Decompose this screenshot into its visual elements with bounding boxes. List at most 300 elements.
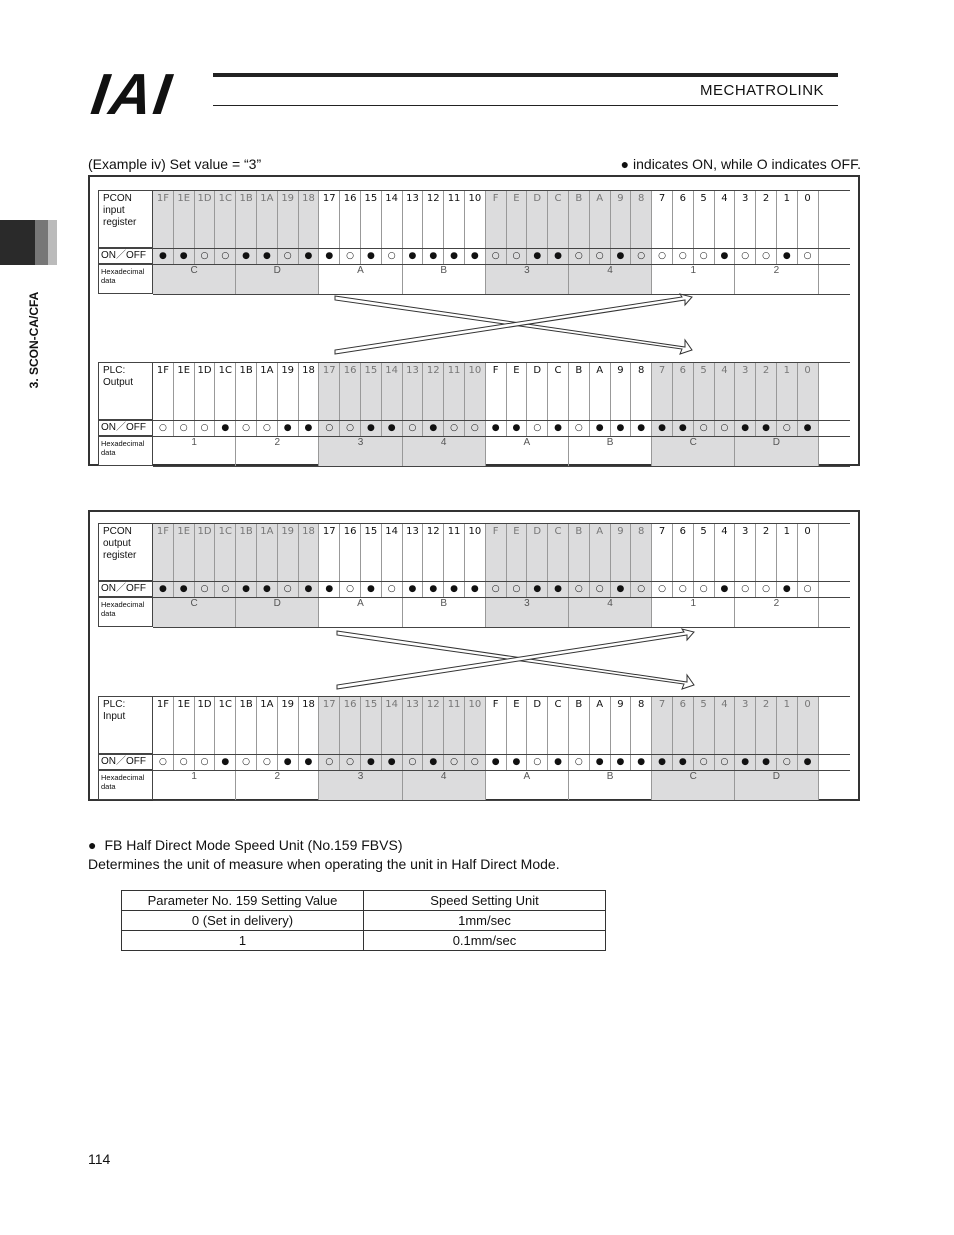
on-indicator: ● <box>236 581 257 597</box>
bit-number: 0 <box>798 362 819 420</box>
bit-number: 19 <box>278 190 299 248</box>
swap-arrows-1 <box>330 292 695 358</box>
bit-number: F <box>486 362 507 420</box>
bit-number: 5 <box>694 190 715 248</box>
bit-number: 13 <box>403 362 424 420</box>
header-rule-thick <box>213 73 838 77</box>
on-indicator: ● <box>507 420 528 436</box>
bit-number: B <box>569 696 590 754</box>
on-indicator: ● <box>444 248 465 264</box>
bit-number: 4 <box>715 696 736 754</box>
hex-value: 2 <box>236 770 319 800</box>
off-indicator: ○ <box>382 581 403 597</box>
bit-number: 17 <box>319 523 340 581</box>
off-indicator: ○ <box>195 581 216 597</box>
onoff-row <box>153 248 819 264</box>
on-indicator: ● <box>236 248 257 264</box>
hex-value: B <box>569 770 652 800</box>
off-indicator: ○ <box>569 754 590 770</box>
bit-number: 18 <box>299 190 320 248</box>
off-indicator: ○ <box>382 248 403 264</box>
table-cell: 1 <box>122 931 364 951</box>
bit-number: 6 <box>673 523 694 581</box>
bit-number: C <box>548 362 569 420</box>
hex-value: 1 <box>652 597 735 627</box>
hex-value: D <box>236 264 319 294</box>
off-indicator: ○ <box>631 248 652 264</box>
hex-value: 2 <box>735 264 818 294</box>
onoff-row <box>153 420 819 436</box>
off-indicator: ○ <box>403 754 424 770</box>
off-indicator: ○ <box>798 248 819 264</box>
bit-number: 10 <box>465 696 486 754</box>
off-indicator: ○ <box>236 754 257 770</box>
bit-number: 1F <box>153 696 174 754</box>
bit-number: 1C <box>215 523 236 581</box>
grid-line <box>153 597 850 598</box>
off-indicator: ○ <box>694 754 715 770</box>
bit-number: 11 <box>444 190 465 248</box>
hex-value: 4 <box>569 597 652 627</box>
off-indicator: ○ <box>507 248 528 264</box>
bit-number: 10 <box>465 190 486 248</box>
off-indicator: ○ <box>340 581 361 597</box>
grid-line <box>153 466 850 467</box>
bit-number: 7 <box>652 696 673 754</box>
off-indicator: ○ <box>569 420 590 436</box>
on-indicator: ● <box>527 581 548 597</box>
hex-value: 1 <box>153 436 236 466</box>
bit-number: 5 <box>694 362 715 420</box>
on-indicator: ● <box>215 420 236 436</box>
bit-number: D <box>527 696 548 754</box>
off-indicator: ○ <box>756 581 777 597</box>
off-indicator: ○ <box>403 420 424 436</box>
on-indicator: ● <box>527 248 548 264</box>
on-indicator: ● <box>798 420 819 436</box>
bit-number: 8 <box>631 190 652 248</box>
on-indicator: ● <box>777 581 798 597</box>
onoff-row <box>153 754 819 770</box>
bit-number: 1 <box>777 190 798 248</box>
on-indicator: ● <box>403 581 424 597</box>
on-indicator: ● <box>631 754 652 770</box>
grid-line <box>153 436 850 437</box>
bit-number: 1B <box>236 696 257 754</box>
off-indicator: ○ <box>569 248 590 264</box>
bit-number: 1D <box>195 696 216 754</box>
on-indicator: ● <box>423 754 444 770</box>
off-indicator: ○ <box>715 420 736 436</box>
hex-row <box>153 597 819 627</box>
on-indicator: ● <box>153 248 174 264</box>
off-indicator: ○ <box>319 754 340 770</box>
hex-value: A <box>486 770 569 800</box>
off-indicator: ○ <box>652 248 673 264</box>
on-indicator: ● <box>382 420 403 436</box>
on-indicator: ● <box>299 248 320 264</box>
bit-number: 2 <box>756 190 777 248</box>
grid-line <box>153 696 850 697</box>
hex-value: 3 <box>319 436 402 466</box>
grid-line <box>153 523 850 524</box>
bit-number: 14 <box>382 190 403 248</box>
hex-label: Hexadecimal data <box>98 770 153 800</box>
bit-number: 12 <box>423 190 444 248</box>
on-indicator: ● <box>423 248 444 264</box>
bit-number: 15 <box>361 190 382 248</box>
on-indicator: ● <box>548 754 569 770</box>
hex-row <box>153 770 819 800</box>
on-indicator: ● <box>715 248 736 264</box>
bit-number: B <box>569 362 590 420</box>
on-indicator: ● <box>652 754 673 770</box>
bit-number: 1E <box>174 696 195 754</box>
on-indicator: ● <box>361 581 382 597</box>
bit-number: 18 <box>299 696 320 754</box>
off-indicator: ○ <box>715 754 736 770</box>
grid-line <box>153 754 850 755</box>
off-indicator: ○ <box>465 754 486 770</box>
off-indicator: ○ <box>486 581 507 597</box>
hex-row <box>153 436 819 466</box>
on-indicator: ● <box>777 248 798 264</box>
bit-number: 2 <box>756 362 777 420</box>
table-row <box>122 931 606 951</box>
bit-number: 8 <box>631 523 652 581</box>
bit-number: A <box>590 523 611 581</box>
bit-number: 9 <box>611 362 632 420</box>
bit-number: 17 <box>319 362 340 420</box>
bit-number: 5 <box>694 696 715 754</box>
section-heading: ● FB Half Direct Mode Speed Unit (No.159 FBVS) <box>88 837 403 853</box>
hex-label: Hexadecimal data <box>98 597 153 627</box>
bit-number: 11 <box>444 696 465 754</box>
off-indicator: ○ <box>673 248 694 264</box>
onoff-label: ON／OFF <box>98 754 153 770</box>
bit-number: C <box>548 696 569 754</box>
example-caption: (Example iv) Set value = “3” <box>88 156 262 172</box>
bit-number: 6 <box>673 190 694 248</box>
bit-number: A <box>590 190 611 248</box>
page-number: 114 <box>88 1151 111 1167</box>
on-indicator: ● <box>403 248 424 264</box>
grid-line <box>153 248 850 249</box>
table-header: Speed Setting Unit <box>364 891 606 911</box>
on-indicator: ● <box>590 754 611 770</box>
hex-value: C <box>652 770 735 800</box>
bit-number: 9 <box>611 523 632 581</box>
bit-number: 16 <box>340 696 361 754</box>
on-indicator: ● <box>735 754 756 770</box>
on-indicator: ● <box>798 754 819 770</box>
bit-number: 2 <box>756 523 777 581</box>
bit-number: F <box>486 523 507 581</box>
hex-value: D <box>735 436 818 466</box>
bit-number: 1D <box>195 362 216 420</box>
bit-number: F <box>486 696 507 754</box>
hex-value: 3 <box>486 264 569 294</box>
grid-line <box>153 362 850 363</box>
off-indicator: ○ <box>569 581 590 597</box>
off-indicator: ○ <box>340 248 361 264</box>
bit-number: 7 <box>652 362 673 420</box>
off-indicator: ○ <box>444 420 465 436</box>
bit-number: 12 <box>423 362 444 420</box>
on-indicator: ● <box>548 248 569 264</box>
bit-number-row <box>153 696 819 754</box>
bit-number: 1F <box>153 362 174 420</box>
off-indicator: ○ <box>735 248 756 264</box>
grid-line <box>153 800 850 801</box>
hex-value: B <box>403 264 486 294</box>
bit-number: 1 <box>777 523 798 581</box>
off-indicator: ○ <box>527 420 548 436</box>
bit-number: 8 <box>631 362 652 420</box>
section-description: Determines the unit of measure when operating the unit in Half Direct Mode. <box>88 856 560 872</box>
bit-number: 1F <box>153 523 174 581</box>
on-indicator: ● <box>465 248 486 264</box>
on-indicator: ● <box>174 581 195 597</box>
bit-number: 1A <box>257 696 278 754</box>
on-indicator: ● <box>611 420 632 436</box>
hex-value: 2 <box>735 597 818 627</box>
bit-number: B <box>569 523 590 581</box>
chapter-tab-light <box>48 220 57 265</box>
off-indicator: ○ <box>278 248 299 264</box>
bit-number: 7 <box>652 523 673 581</box>
bit-number: 9 <box>611 190 632 248</box>
bit-number: 6 <box>673 362 694 420</box>
off-indicator: ○ <box>153 420 174 436</box>
bit-number: 19 <box>278 362 299 420</box>
bit-number: 6 <box>673 696 694 754</box>
off-indicator: ○ <box>798 581 819 597</box>
bit-number: 8 <box>631 696 652 754</box>
off-indicator: ○ <box>694 420 715 436</box>
bit-number: 5 <box>694 523 715 581</box>
bit-number: 1E <box>174 523 195 581</box>
hex-label: Hexadecimal data <box>98 264 153 294</box>
off-indicator: ○ <box>673 581 694 597</box>
bit-number: B <box>569 190 590 248</box>
bit-number: 9 <box>611 696 632 754</box>
off-indicator: ○ <box>444 754 465 770</box>
hex-value: B <box>569 436 652 466</box>
on-indicator: ● <box>673 754 694 770</box>
off-indicator: ○ <box>195 420 216 436</box>
bit-number: 13 <box>403 523 424 581</box>
off-indicator: ○ <box>735 581 756 597</box>
grid-line <box>153 770 850 771</box>
hex-value: B <box>403 597 486 627</box>
on-indicator: ● <box>319 581 340 597</box>
on-indicator: ● <box>673 420 694 436</box>
off-indicator: ○ <box>174 420 195 436</box>
off-indicator: ○ <box>590 248 611 264</box>
on-indicator: ● <box>299 420 320 436</box>
bit-number: E <box>507 362 528 420</box>
hex-value: C <box>153 264 236 294</box>
off-indicator: ○ <box>631 581 652 597</box>
chapter-label: 3. SCON-CA/CFA <box>27 291 41 389</box>
bit-number-row <box>153 362 819 420</box>
on-indicator: ● <box>423 581 444 597</box>
table-cell: 1mm/sec <box>364 911 606 931</box>
bit-number: D <box>527 190 548 248</box>
hex-row <box>153 264 819 294</box>
off-indicator: ○ <box>257 420 278 436</box>
off-indicator: ○ <box>652 581 673 597</box>
bit-number: 1C <box>215 190 236 248</box>
hex-value: 4 <box>403 436 486 466</box>
off-indicator: ○ <box>340 420 361 436</box>
register-label: PLC: Output <box>98 362 153 420</box>
hex-value: D <box>735 770 818 800</box>
onoff-label: ON／OFF <box>98 581 153 597</box>
on-indicator: ● <box>548 581 569 597</box>
off-indicator: ○ <box>153 754 174 770</box>
hex-value: 2 <box>236 436 319 466</box>
hex-value: 3 <box>319 770 402 800</box>
bit-number: E <box>507 523 528 581</box>
hex-value: A <box>319 264 402 294</box>
bit-number: 1E <box>174 362 195 420</box>
on-indicator: ● <box>652 420 673 436</box>
bit-number: 19 <box>278 696 299 754</box>
on-indicator: ● <box>215 754 236 770</box>
off-indicator: ○ <box>694 248 715 264</box>
parameter-table <box>121 890 606 951</box>
hex-value: A <box>486 436 569 466</box>
bit-number: 18 <box>299 523 320 581</box>
on-indicator: ● <box>611 754 632 770</box>
bit-number: 10 <box>465 362 486 420</box>
on-indicator: ● <box>735 420 756 436</box>
bit-number: 15 <box>361 696 382 754</box>
on-indicator: ● <box>361 248 382 264</box>
on-indicator: ● <box>382 754 403 770</box>
off-indicator: ○ <box>507 581 528 597</box>
bit-number: 1D <box>195 190 216 248</box>
bit-number: 3 <box>735 523 756 581</box>
hex-value: C <box>652 436 735 466</box>
off-indicator: ○ <box>756 248 777 264</box>
on-indicator: ● <box>423 420 444 436</box>
bit-number: C <box>548 190 569 248</box>
hex-value: 4 <box>403 770 486 800</box>
bit-number: 4 <box>715 362 736 420</box>
on-indicator: ● <box>611 248 632 264</box>
table-header-row <box>122 891 606 911</box>
bit-number: 16 <box>340 523 361 581</box>
bit-number: 17 <box>319 696 340 754</box>
bit-number: 1A <box>257 523 278 581</box>
off-indicator: ○ <box>340 754 361 770</box>
off-indicator: ○ <box>195 248 216 264</box>
table-row <box>122 911 606 931</box>
bit-number-row <box>153 523 819 581</box>
legend-caption: ● indicates ON, while O indicates OFF. <box>620 156 861 172</box>
off-indicator: ○ <box>694 581 715 597</box>
on-indicator: ● <box>715 581 736 597</box>
hex-value: A <box>319 597 402 627</box>
on-indicator: ● <box>361 420 382 436</box>
on-indicator: ● <box>319 248 340 264</box>
grid-line <box>153 190 850 191</box>
register-label: PCON input register <box>98 190 153 248</box>
on-indicator: ● <box>299 754 320 770</box>
off-indicator: ○ <box>486 248 507 264</box>
header-rule-thin <box>213 105 838 106</box>
off-indicator: ○ <box>195 754 216 770</box>
bit-number: 3 <box>735 696 756 754</box>
bit-number: 15 <box>361 362 382 420</box>
bit-number: 15 <box>361 523 382 581</box>
off-indicator: ○ <box>319 420 340 436</box>
off-indicator: ○ <box>215 248 236 264</box>
on-indicator: ● <box>257 248 278 264</box>
bit-number: A <box>590 696 611 754</box>
bit-number: 14 <box>382 362 403 420</box>
bit-number: F <box>486 190 507 248</box>
bit-number: 17 <box>319 190 340 248</box>
bit-number: 1B <box>236 523 257 581</box>
on-indicator: ● <box>278 420 299 436</box>
bit-number: D <box>527 523 548 581</box>
table-header: Parameter No. 159 Setting Value <box>122 891 364 911</box>
grid-line <box>153 581 850 582</box>
off-indicator: ○ <box>465 420 486 436</box>
bit-number: 19 <box>278 523 299 581</box>
bit-number: 1 <box>777 362 798 420</box>
bit-number: 10 <box>465 523 486 581</box>
onoff-label: ON／OFF <box>98 248 153 264</box>
bit-number: 12 <box>423 696 444 754</box>
bit-number: E <box>507 190 528 248</box>
on-indicator: ● <box>486 754 507 770</box>
bit-number: C <box>548 523 569 581</box>
bit-number: 3 <box>735 190 756 248</box>
bit-number: 0 <box>798 696 819 754</box>
grid-line <box>153 264 850 265</box>
on-indicator: ● <box>153 581 174 597</box>
bit-number: 13 <box>403 696 424 754</box>
hex-value: 1 <box>153 770 236 800</box>
bit-number-row <box>153 190 819 248</box>
bullet-icon: ● <box>88 837 97 853</box>
bit-number: 0 <box>798 523 819 581</box>
on-indicator: ● <box>278 754 299 770</box>
on-indicator: ● <box>548 420 569 436</box>
on-indicator: ● <box>465 581 486 597</box>
onoff-row <box>153 581 819 597</box>
hex-value: 3 <box>486 597 569 627</box>
on-indicator: ● <box>611 581 632 597</box>
off-indicator: ○ <box>527 754 548 770</box>
bit-number: 1B <box>236 362 257 420</box>
hex-label: Hexadecimal data <box>98 436 153 466</box>
header-product: MECHATROLINK <box>700 82 825 99</box>
hex-value: C <box>153 597 236 627</box>
bit-number: 12 <box>423 523 444 581</box>
on-indicator: ● <box>299 581 320 597</box>
off-indicator: ○ <box>174 754 195 770</box>
bit-number: 3 <box>735 362 756 420</box>
table-cell: 0.1mm/sec <box>364 931 606 951</box>
off-indicator: ○ <box>777 420 798 436</box>
hex-value: 1 <box>652 264 735 294</box>
